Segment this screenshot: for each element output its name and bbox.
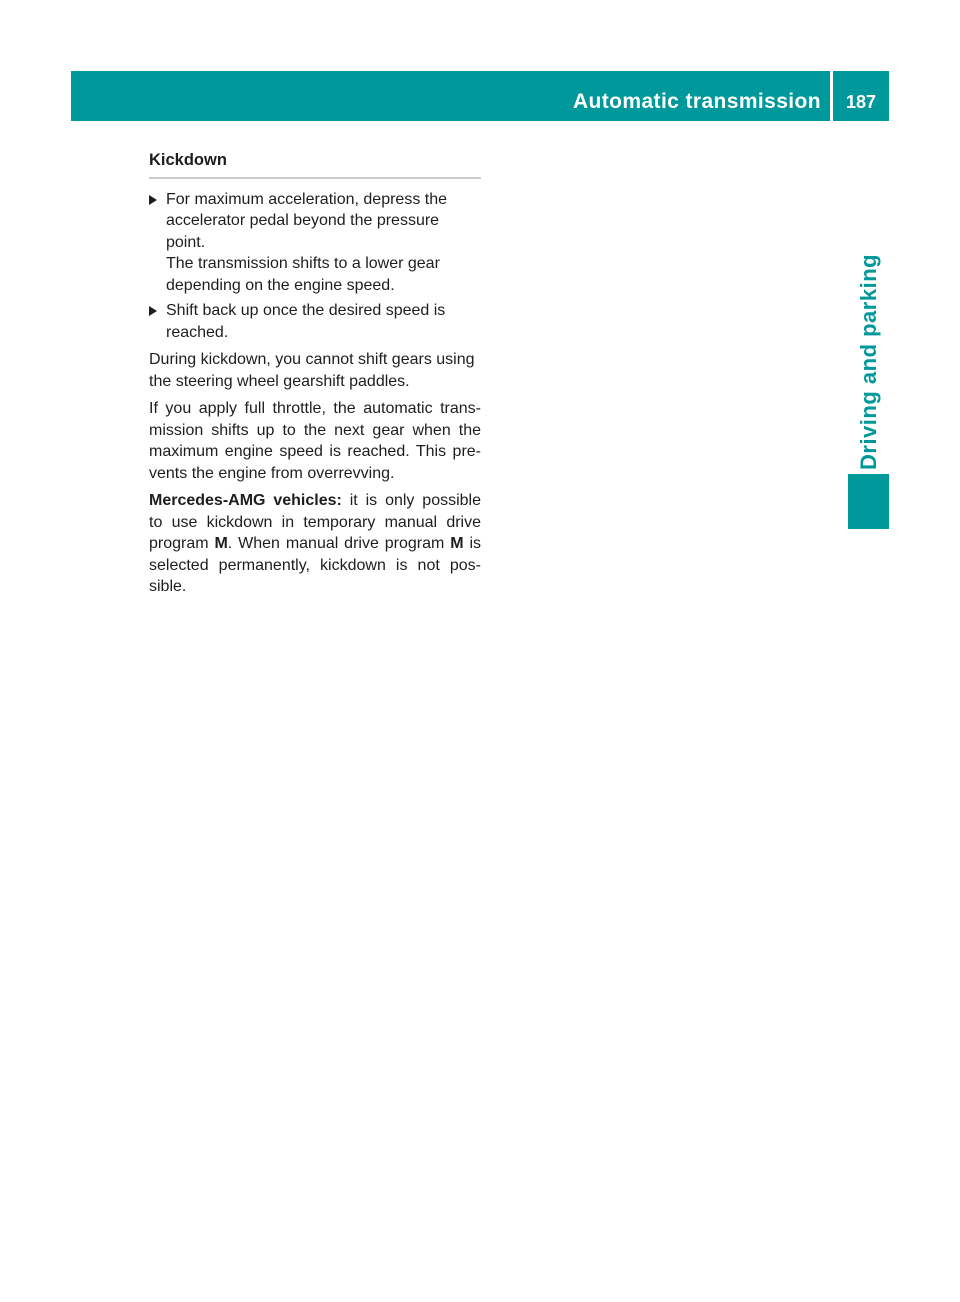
program-label: M: [450, 535, 464, 552]
body-paragraph: If you apply full throttle, the automatic trans-mission shifts up to the next gear when the maximum engine speed is reached. This pre-vents the engine from overrevving.: [149, 400, 481, 482]
paragraph-text: is selected permanently, kickdown is not pos-sible.: [149, 535, 482, 595]
step-action: For maximum acceleration, depress the accelerator pedal beyond the pressure point.: [166, 190, 447, 251]
page-number: 187: [845, 92, 877, 112]
emphasis-lead: Mercedes-AMG vehicles:: [149, 492, 342, 509]
instruction-step: [149, 189, 481, 297]
instruction-step: [149, 300, 481, 343]
body-paragraph: During kickdown, you cannot shift gears using the steering wheel gearshift paddles.: [149, 351, 475, 390]
side-chapter-tab: [848, 474, 889, 529]
paragraph-text: it is only possible to use kickdown in temporary manual drive program: [149, 492, 482, 552]
program-label: M: [214, 535, 228, 552]
page-header-bar: [71, 71, 889, 121]
step-arrow-icon: [149, 195, 157, 205]
main-content: [149, 150, 481, 598]
step-result: The transmission shifts to a lower gear depending on the engine speed.: [166, 255, 440, 294]
section-heading: Kickdown: [149, 150, 481, 179]
step-action: Shift back up once the desired speed is reached.: [166, 302, 446, 341]
chapter-section-title: Automatic transmission: [572, 90, 821, 113]
step-arrow-icon: [149, 306, 157, 316]
paragraph-text: . When manual drive program: [227, 535, 451, 552]
body-paragraph-amg: [149, 490, 481, 598]
side-chapter-label-text: Driving and parking: [856, 253, 881, 470]
